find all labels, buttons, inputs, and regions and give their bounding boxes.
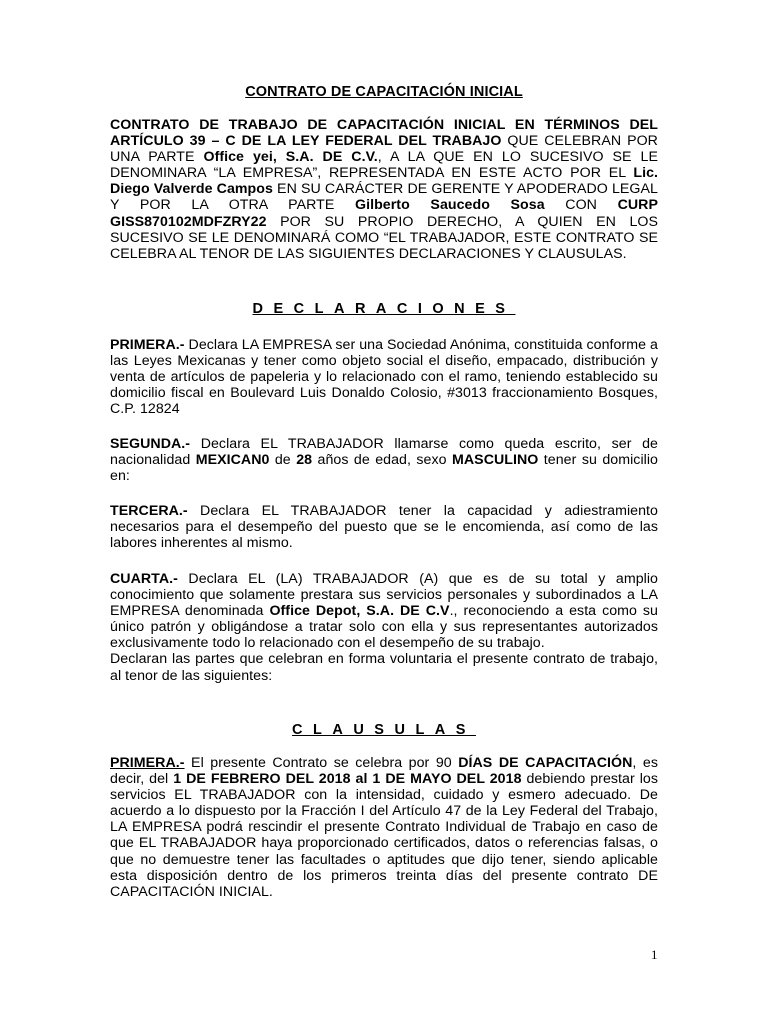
declaracion-segunda-label: SEGUNDA.- — [110, 436, 191, 452]
intro-paragraph: CONTRATO DE TRABAJO DE CAPACITACIÓN INICIAL EN TÉRMINOS DEL ARTÍCULO 39 – C DE LA LEY FEDERAL DEL TRABAJO QUE CELEBRAN POR UNA PARTE Office yei, S.A. DE C.V., A LA QUE EN LO SUCESIVO SE LE DENOMINARA “LA EMPRESA”, REPRESENTADA EN ESTE ACTO POR EL Lic. Diego Valverde Campos EN SU CARÁCTER DE GERENTE Y APODERADO LEGAL Y POR LA OTRA PARTE Gilberto Saucedo Sosa CON CURP GISS870102MDFZRY22 POR SU PROPIO DERECHO, A QUIEN EN LOS SUCESIVO SE LE DENOMINARÁ COMO “EL TRABAJADOR, ESTE CONTRATO SE CELEBRA AL TENOR DE LAS SIGUIENTES DECLARACIONES Y CLAUSULAS. — [110, 117, 658, 262]
declaracion-tercera-label: TERCERA.- — [110, 503, 188, 519]
declaracion-primera: PRIMERA.- Declara LA EMPRESA ser una Sociedad Anónima, constituida conforme a las Leyes Mexicanas y tener como objeto social el diseño, empacado, distribución y venta de artículos de papeleria y lo relacionado con el ramo, teniendo establecido su domicilio fiscal en Boulevard Luis Donaldo Colosio, #3013 fraccionamiento Bosques, C.P. 12824 — [110, 337, 658, 418]
declaraciones-closing: Declaran las partes que celebran en forma voluntaria el presente contrato de trabajo, al tenor de las siguientes: — [110, 651, 658, 684]
worker-name: Gilberto Saucedo Sosa — [355, 197, 545, 214]
company-name: Office yei, S.A. DE C.V. — [203, 149, 378, 166]
declaracion-cuarta-label: CUARTA.- — [110, 571, 178, 587]
worker-age: 28 — [296, 452, 313, 469]
training-days: DÍAS DE CAPACITACIÓN — [458, 755, 633, 771]
declaracion-primera-label: PRIMERA.- — [110, 337, 185, 353]
representative-name: Lic. Diego Valverde Campos — [110, 165, 658, 198]
declaracion-segunda: SEGUNDA.- Declara EL TRABAJADOR llamarse como queda escrito, ser de nacionalidad MEXICAN0 de 28 años de edad, sexo MASCULINO tener su domicilio en: — [110, 436, 658, 485]
worker-sex: MASCULINO — [452, 452, 539, 469]
worker-curp: CURP GISS870102MDFZRY22 — [110, 197, 658, 230]
clausula-primera: PRIMERA.- El presente Contrato se celebra por 90 DÍAS DE CAPACITACIÓN, es decir, del 1 DE FEBRERO DEL 2018 al 1 DE MAYO DEL 2018 debiendo prestar los servicios EL TRABAJADOR con la intensidad, cuidado y esmero adecuado. De acuerdo a lo dispuesto por la Fracción I del Artículo 47 de la Ley Federal del Trabajo, LA EMPRESA podrá rescindir el presente Contrato Individual de Trabajo en caso de que EL TRABAJADOR haya proporcionado certificados, datos o referencias falsas, o que no demuestre tener las facultades o aptitudes que dijo tener, siendo aplicable esta disposición dentro de los primeros treinta días del presente contrato DE CAPACITACIÓN INICIAL. — [110, 755, 658, 900]
clausulas-heading: CLAUSULAS — [292, 722, 476, 738]
clausula-primera-label: PRIMERA.- — [110, 755, 185, 771]
training-period: 1 DE FEBRERO DEL 2018 al 1 DE MAYO DEL 2018 — [173, 771, 522, 788]
page-number: 1 — [651, 947, 658, 962]
worker-nationality: MEXICAN0 — [195, 452, 270, 469]
intro-lead: CONTRATO DE TRABAJO DE CAPACITACIÓN INICIAL EN TÉRMINOS DEL ARTÍCULO 39 – C DE LA LEY FEDERAL DEL TRABAJO — [110, 117, 658, 150]
declaracion-tercera: TERCERA.- Declara EL TRABAJADOR tener la capacidad y adiestramiento necesarios para el desempeño del puesto que se le encomienda, así como de las labores inherentes al mismo. — [110, 503, 658, 552]
document-title: CONTRATO DE CAPACITACIÓN INICIAL — [245, 84, 523, 100]
cuarta-company-name: Office Depot, S.A. DE C.V — [269, 603, 450, 620]
declaraciones-heading: DECLARACIONES — [252, 301, 516, 317]
declaracion-cuarta: CUARTA.- Declara EL (LA) TRABAJADOR (A) que es de su total y amplio conocimiento que solamente prestara sus servicios personales y subordinados a LA EMPRESA denominada Office Depot, S.A. DE C.V., reconociendo a esta como su único patrón y obligándose a tratar solo con ella y sus representantes autorizados exclusivamente todo lo relacionado con el desempeño de su trabajo. Declaran las partes que celebran en forma voluntaria el presente contrato de trabajo, al tenor de las siguientes: — [110, 571, 658, 684]
